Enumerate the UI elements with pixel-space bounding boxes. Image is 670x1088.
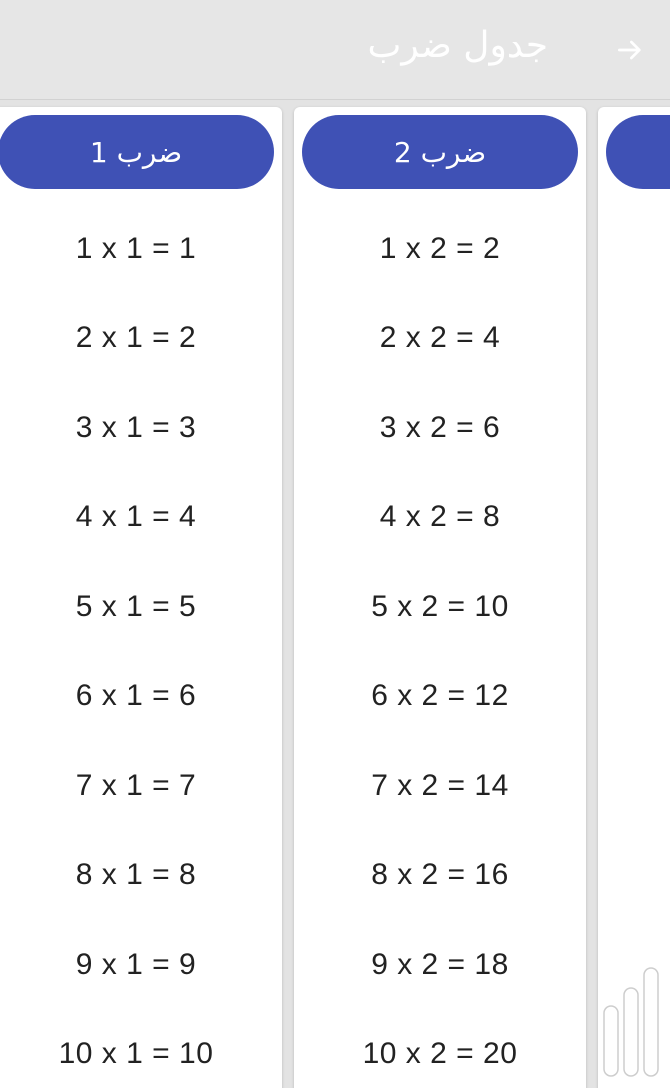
app-bar [0,0,670,100]
table-card-2 [294,107,586,1088]
table-row: 9 x 1 = 9 [75,947,197,981]
table-row: 5 x 2 = 10 [371,589,509,623]
tables-carousel[interactable] [0,100,670,1088]
table-row: 2 x 1 = 2 [75,321,197,355]
table-row: 2 x 2 = 4 [379,321,501,355]
table-row: 1 x 2 = 2 [379,231,501,265]
table-row: 1 x 1 = 1 [75,231,197,265]
table-row: 4 x 1 = 4 [75,500,197,534]
page-title: جدول ضرب [367,25,548,66]
table-row: 9 x 2 = 18 [371,947,509,981]
table-row: 3 x 2 = 6 [379,410,501,444]
table-header-button[interactable]: ضرب 2 [302,115,578,189]
table-rows [0,204,282,1088]
table-row: 7 x 1 = 7 [75,768,197,802]
table-card-3 [598,107,670,1088]
table-rows [294,204,586,1088]
table-row: 5 x 1 = 5 [75,589,197,623]
table-card-1 [0,107,282,1088]
filimo-logo-icon [596,958,670,1088]
table-row: 6 x 2 = 12 [371,679,509,713]
table-row: 4 x 2 = 8 [379,500,501,534]
table-row: 8 x 1 = 8 [75,858,197,892]
table-row: 8 x 2 = 16 [371,858,509,892]
table-header-button[interactable] [606,115,670,189]
table-row: 3 x 1 = 3 [75,410,197,444]
table-header-button[interactable]: ضرب 1 [0,115,274,189]
table-row: 6 x 1 = 6 [75,679,197,713]
table-row: 10 x 2 = 20 [362,1037,518,1071]
back-button[interactable] [606,26,654,74]
table-row: 10 x 1 = 10 [58,1037,214,1071]
table-row: 7 x 2 = 14 [371,768,509,802]
arrow-forward-icon [614,34,646,66]
